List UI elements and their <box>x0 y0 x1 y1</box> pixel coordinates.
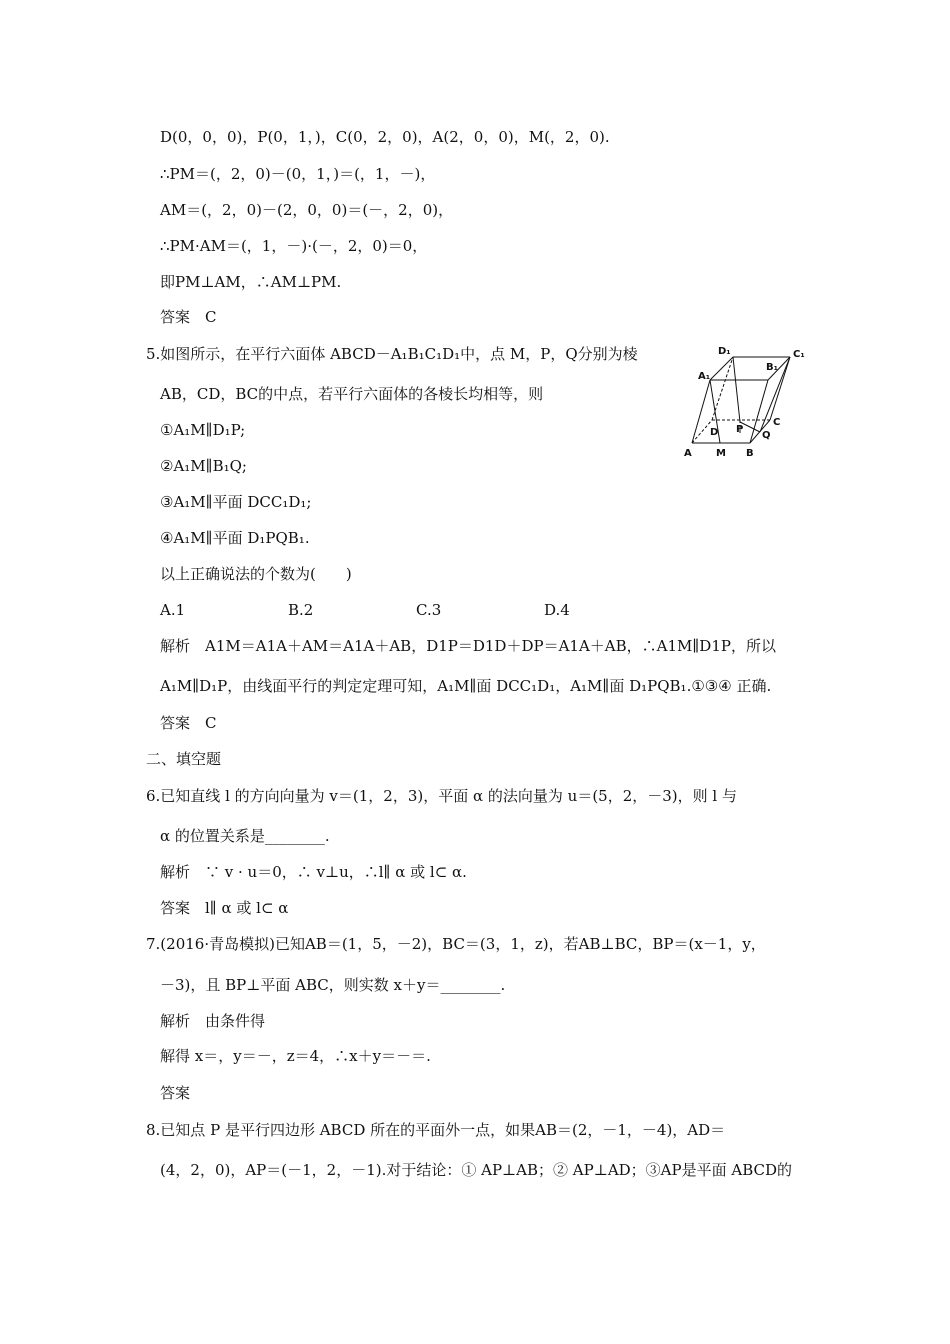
solution-line: 解析 A1M＝A1A＋AM＝A1A＋AB，D1P＝D1D＋DP＝A1A＋AB，∴A1M∥D1P，所以 <box>160 637 776 655</box>
question-5-stem: 5.如图所示，在平行六面体 ABCD－A₁B₁C₁D₁中，点 M，P，Q分别为棱 <box>146 345 638 363</box>
question-8-stem: (4，2，0)，AP＝(－1，2，－1).对于结论：① AP⊥AB；② AP⊥AD；③AP是平面 ABCD的 <box>160 1161 793 1179</box>
label-c: C <box>773 417 781 428</box>
solution-line: 解析 ∵ v · u＝0，∴ v⊥u，∴l∥ α 或 l⊂ α. <box>160 863 467 881</box>
question-5-options <box>160 600 672 620</box>
question-5-stem: AB，CD，BC的中点，若平行六面体的各棱长均相等，则 <box>160 385 544 403</box>
text-line: ∴PM＝(，2，0)－(0，1，)＝(，1，－)， <box>160 165 436 183</box>
question-5-ask: 以上正确说法的个数为( ) <box>160 565 352 583</box>
option-d: D.4 <box>544 601 570 619</box>
text-line: AM＝(，2，0)－(2，0，0)＝(－，2，0)， <box>160 201 454 219</box>
solution-line: 解得 x＝，y＝－，z＝4，∴x＋y＝－＝. <box>160 1047 431 1065</box>
solution-line: A₁M∥D₁P，由线面平行的判定定理可知，A₁M∥面 DCC₁D₁，A₁M∥面 D₁PQB₁.①③④ 正确. <box>160 677 772 695</box>
statement-4: ④A₁M∥平面 D₁PQB₁. <box>160 529 310 547</box>
label-q: Q <box>762 430 771 441</box>
text-line: ∴PM·AM＝(，1，－)·(－，2，0)＝0， <box>160 237 428 255</box>
question-7-stem: 7.(2016·青岛模拟)已知AB＝(1，5，－2)，BC＝(3，1，z)，若AB⊥BC，BP＝(x－1，y， <box>146 935 766 953</box>
label-d: D <box>710 427 719 438</box>
label-m: M <box>716 448 726 459</box>
text-line: 即PM⊥AM，∴AM⊥PM. <box>160 273 342 291</box>
answer-line: 答案 C <box>160 714 217 732</box>
label-b: B <box>746 448 754 459</box>
label-d1: D₁ <box>718 346 731 357</box>
parallelepiped-figure <box>680 340 810 465</box>
question-7-stem: －3)，且 BP⊥平面 ABC，则实数 x＋y＝________. <box>160 976 506 994</box>
label-p: P <box>736 424 744 435</box>
label-c1: C₁ <box>793 349 805 360</box>
option-a: A.1 <box>160 601 186 619</box>
option-b: B.2 <box>288 601 314 619</box>
statement-3: ③A₁M∥平面 DCC₁D₁; <box>160 493 312 511</box>
answer-line: 答案 <box>160 1084 191 1102</box>
label-a: A <box>684 448 692 459</box>
answer-line: 答案 C <box>160 308 217 326</box>
statement-1: ①A₁M∥D₁P; <box>160 421 246 439</box>
question-8-stem: 8.已知点 P 是平行四边形 ABCD 所在的平面外一点，如果AB＝(2，－1，－4)，AD＝ <box>146 1121 726 1139</box>
statement-2: ②A₁M∥B₁Q; <box>160 457 247 475</box>
question-6-stem: α 的位置关系是________. <box>160 827 330 845</box>
text-line: D(0，0，0)，P(0，1，)，C(0，2，0)，A(2，0，0)，M(，2，0). <box>160 128 610 146</box>
label-b1: B₁ <box>766 362 779 373</box>
solution-line: 解析 由条件得 <box>160 1012 266 1030</box>
answer-line: 答案 l∥ α 或 l⊂ α <box>160 899 289 917</box>
question-6-stem: 6.已知直线 l 的方向向量为 v＝(1，2，3)，平面 α 的法向量为 u＝(5，2，－3)，则 l 与 <box>146 787 737 805</box>
option-c: C.3 <box>416 601 442 619</box>
section-heading: 二、填空题 <box>146 750 222 768</box>
label-a1: A₁ <box>698 371 711 382</box>
